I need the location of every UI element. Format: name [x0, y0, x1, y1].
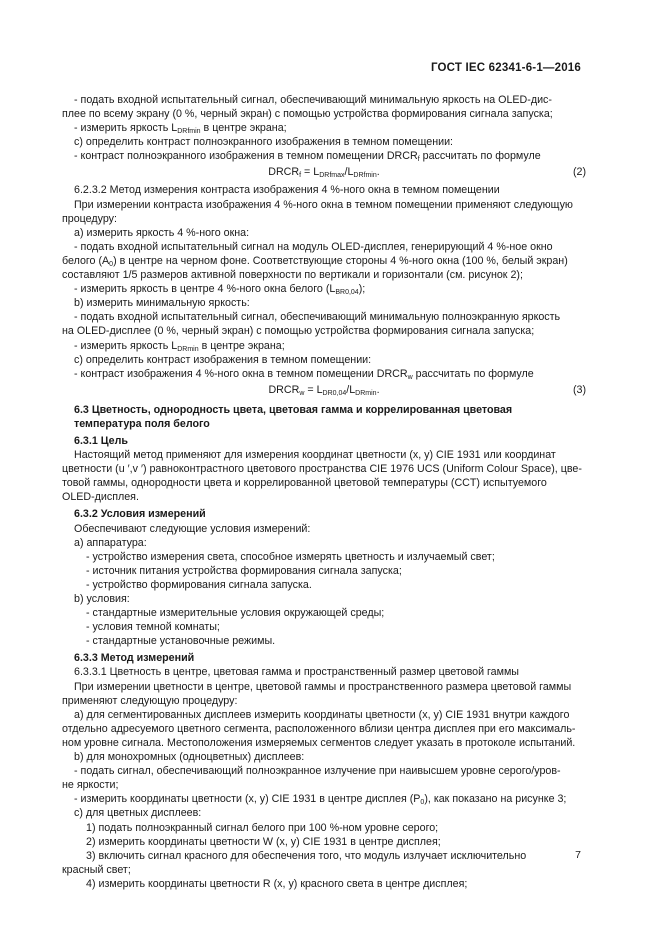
text-line: 1) подать полноэкранный сигнал белого при 100 %-ном уровне серого; — [86, 821, 439, 834]
text-line: плее по всему экрану (0 %, черный экран) с помощью устройства формирования сигнала запуска; — [62, 108, 553, 121]
formula — [62, 383, 586, 399]
text-line: - стандартные установочные режимы. — [86, 635, 276, 648]
text-line: составляют 1/5 размеров активной поверхности по вертикали и горизонтали (см. рисунок 2); — [62, 269, 523, 282]
text-line: - источник питания устройства формирования сигнала запуска; — [86, 564, 402, 577]
text-line: 2) измерить координаты цветности W (x, y) CIE 1931 в центре дисплея; — [86, 835, 441, 848]
text-line: - подать сигнал, обеспечивающий полноэкранное излучение при наивысшем уровне серого/уров- — [74, 765, 561, 778]
formula — [62, 165, 586, 181]
text-line: не яркости; — [62, 779, 119, 792]
text-line: 6.3.3.1 Цветность в центре, цветовая гамма и пространственный размер цветовой гаммы — [74, 666, 519, 679]
text-line: b) для монохромных (одноцветных) дисплеев: — [74, 751, 305, 764]
text-line: Обеспечивают следующие условия измерений: — [74, 522, 311, 535]
text-line: c) определить контраст изображения в темном помещении: — [74, 353, 372, 366]
text-line: c) для цветных дисплеев: — [74, 807, 202, 820]
text-line: товой гаммы, однородности цвета и коррелированной цветовой температуры (CCT) испытуемого — [62, 477, 547, 490]
section-heading: температура поля белого — [74, 417, 210, 430]
text-line: - подать входной испытательный сигнал, обеспечивающий минимальную полноэкранную яркость — [74, 311, 561, 324]
text-line: a) для сегментированных дисплеев измерить координаты цветности (x, y) CIE 1931 внутри каждого — [74, 708, 570, 721]
text-line: на OLED-дисплее (0 %, черный экран) с помощью устройства формирования сигнала запуска; — [62, 325, 535, 338]
text-line: c) определить контраст полноэкранного изображения в темном помещении: — [74, 136, 454, 149]
text-line: - устройство формирования сигнала запуска. — [86, 578, 312, 591]
text-line: - контраст изображения 4 %-ного окна в темном помещении $DRCR_w$ рассчитать по формуле — [74, 367, 534, 381]
text-line: b) измерить минимальную яркость: — [74, 297, 250, 310]
document-header: ГОСТ IEC 62341-6-1—2016 — [430, 62, 581, 74]
section-heading: 6.3.3 Метод измерений — [74, 652, 195, 665]
formula-number: (3) — [572, 383, 586, 396]
text-line: b) условия: — [74, 593, 130, 605]
text-line: Настоящий метод применяют для измерения координат цветности (x, y) CIE 1931 или координат — [74, 449, 556, 462]
text-line: OLED-дисплея. — [62, 491, 139, 504]
formula-number: (2) — [572, 166, 586, 179]
text-line: цветности (u ′,v ′) равноконтрастного цветового пространства CIE 1976 UCS (Uniform Colour Space), цве- — [62, 463, 582, 476]
text-line: 4) измерить координаты цветности R (x, y) красного света в центре дисплея; — [86, 877, 468, 890]
text-line: белого $(A_0)$ в центре на черном фоне. Соответствующие стороны 4 %-ного окна (100 %, белый экран) — [62, 254, 568, 268]
text-line: - измерить яркость $L_{DRmin}$ в центре экрана; — [74, 339, 285, 353]
text-line: красный свет; — [62, 863, 131, 876]
section-heading: 6.3.1 Цель — [74, 434, 128, 447]
page-number: 7 — [575, 849, 581, 861]
text-line: 6.2.3.2 Метод измерения контраста изображения 4 %-ного окна в темном помещении — [74, 184, 500, 197]
text-line: - подать входной испытательный сигнал, обеспечивающий минимальную яркость на OLED-дис- — [74, 94, 552, 106]
text-line: ном уровне сигнала. Местоположения измеряемых сегментов следует указать в протоколе испытаний. — [62, 736, 576, 749]
text-line: 3) включить сигнал красного для обеспечения того, что модуль излучает исключительно — [86, 849, 527, 862]
section-heading: 6.3.2 Условия измерений — [74, 508, 206, 521]
text-line: - измерить яркость $L_{DRfmin}$ в центре экрана; — [74, 122, 287, 136]
text-line: отдельно адресуемого цветного сегмента, расположенного вблизи центра дисплея при его максималь- — [62, 722, 576, 735]
text-line: - устройство измерения света, способное измерять цветность и излучаемый свет; — [86, 550, 495, 563]
text-line: - подать входной испытательный сигнал на модуль OLED-дисплея, генерирующий 4 %-ное окно — [74, 240, 553, 253]
text-line: - измерить координаты цветности (x, y) CIE 1931 в центре дисплея $(P_0)$, как показано на рисунке 3; — [74, 793, 567, 807]
text-line: процедуру: — [62, 212, 117, 225]
text-line: - условия темной комнаты; — [86, 621, 220, 634]
formula-expression: $DRCR_w = L_{DR0,04}/L_{DRmin}$. — [268, 383, 380, 397]
document-body — [62, 93, 586, 891]
text-line: - контраст полноэкранного изображения в темном помещении $DRCR_f$ рассчитать по формуле — [74, 150, 541, 164]
text-line: применяют следующую процедуру: — [62, 694, 238, 707]
text-line: - измерить яркость в центре 4 %-ного окна белого $(L_{BR0,04})$; — [74, 283, 366, 297]
section-heading: 6.3 Цветность, однородность цвета, цветовая гамма и коррелированная цветовая — [74, 403, 513, 416]
text-line: При измерении цветности в центре, цветовой гаммы и пространственного размера цветовой гаммы — [74, 680, 572, 693]
text-line: При измерении контраста изображения 4 %-ного окна в темном помещении применяют следующую — [74, 198, 573, 211]
text-line: a) аппаратура: — [74, 536, 147, 549]
formula-expression: $DRCR_f = L_{DRfmax}/L_{DRfmin}$. — [268, 166, 380, 180]
text-line: - стандартные измерительные условия окружающей среды; — [86, 607, 385, 620]
text-line: a) измерить яркость 4 %-ного окна: — [74, 226, 250, 239]
